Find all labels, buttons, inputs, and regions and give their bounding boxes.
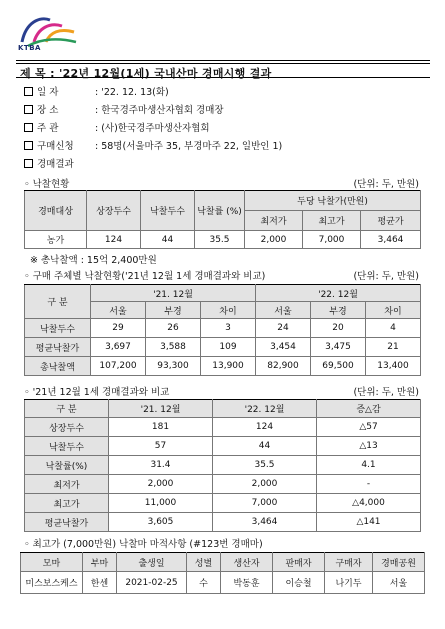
table-row: 평균낙찰가 3,697 3,588 109 3,454 3,475 21 — [25, 338, 421, 357]
section2-unit: (단위: 두, 만원) — [353, 271, 419, 282]
top-horse-table: 모마 부마 출생일 성별 생산자 판매자 구매자 경매공원 미스보스케스 한센 2021-02-25 수 박동훈 이승철 나기두 서울 — [20, 552, 425, 594]
page-title: 제 목 : '22년 12월(1세) 국내산마 경매시행 결과 — [20, 67, 272, 80]
table-row: 총낙찰액 107,200 93,300 13,900 82,900 69,500 13,400 — [25, 357, 421, 376]
total-amount-note: ※ 총낙찰액 : 15억 2,400만원 — [30, 255, 157, 266]
section1-heading: ◦ 낙찰현황 — [24, 179, 70, 190]
auction-status-table: 경매대상 상장두수 낙찰두수 낙찰률 (%) 두당 낙찰가(만원) 최저가 최고가 평균가 농가 124 44 35.5 2,000 7,000 3,464 — [24, 190, 421, 249]
table-row: 낙찰두수 29 26 3 24 20 4 — [25, 319, 421, 338]
info-host: 주 관 : (사)한국경주마생산자협회 — [24, 122, 210, 135]
checkbox-icon — [24, 87, 33, 96]
checkbox-icon — [24, 159, 33, 168]
table-row: 낙찰률(%) 31.4 35.5 4.1 — [25, 456, 421, 475]
table-row: 농가 124 44 35.5 2,000 7,000 3,464 — [25, 231, 421, 249]
buyer-comparison-table: 구 분 '21. 12월 '22. 12월 서울 부경 차이 서울 부경 차이 낙찰두수 29 26 3 24 20 4 평균낙찰가 3,697 3,588 109 3,454 3,475 21 총낙찰액 107,200 93,300 13,900 82,900 69,500 13,400 — [24, 284, 421, 376]
table-row: 낙찰두수 57 44 △13 — [25, 437, 421, 456]
section3-heading: ◦ '21년 12월 1세 경매결과와 비교 — [24, 387, 170, 398]
table-row: 평균낙찰가 3,605 3,464 △141 — [25, 513, 421, 532]
section3-unit: (단위: 두, 만원) — [353, 387, 419, 398]
table-row: 미스보스케스 한센 2021-02-25 수 박동훈 이승철 나기두 서울 — [21, 572, 425, 594]
info-applicants: 구매신청 : 58명(서울마주 35, 부경마주 22, 일반인 1) — [24, 140, 282, 153]
section2-heading: ◦ 구매 주체별 낙찰현황('21년 12월 1세 경매결과와 비교) — [24, 271, 266, 282]
section4-heading: ◦ 최고가 (7,000만원) 낙찰마 마적사항 (#123번 경매마) — [24, 539, 263, 550]
checkbox-icon — [24, 123, 33, 132]
table-row: 최저가 2,000 2,000 - — [25, 475, 421, 494]
logo-text: KTBA — [18, 44, 41, 52]
info-place: 장 소 : 한국경주마생산자협회 경매장 — [24, 104, 224, 117]
checkbox-icon — [24, 105, 33, 114]
table-row: 상장두수 181 124 △57 — [25, 418, 421, 437]
table-row: 최고가 11,000 7,000 △4,000 — [25, 494, 421, 513]
year-comparison-table: 구 분 '21. 12월 '22. 12월 증△감 상장두수 181 124 △57 낙찰두수 57 44 △13 낙찰률(%) 31.4 35.5 4.1 최저가 2,000 2,000 - 최고가 11,000 7,000 △4,000 평균낙찰가 3,605 3,464 △141 — [24, 399, 421, 532]
info-date: 일 자 : '22. 12. 13(화) — [24, 86, 169, 99]
checkbox-icon — [24, 141, 33, 150]
section1-unit: (단위: 두, 만원) — [353, 179, 419, 190]
info-results: 경매결과 — [24, 158, 95, 171]
